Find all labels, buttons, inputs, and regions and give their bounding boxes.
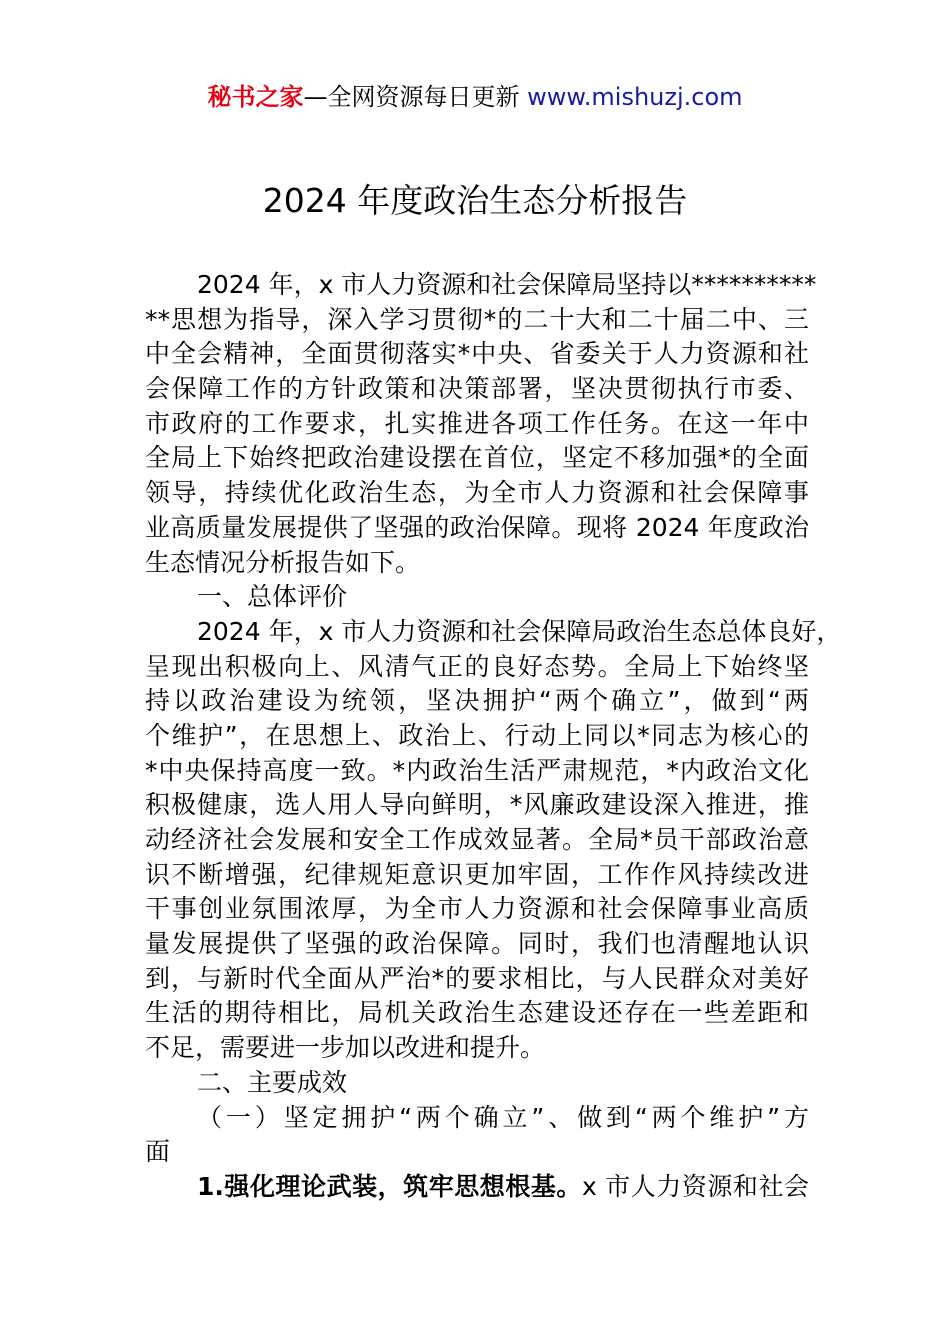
subsection-heading: 1.强化理论武装，筑牢思想根基。 (197, 1171, 582, 1201)
body-line: 不足，需要进一步加以改进和提升。 (145, 1033, 546, 1063)
body-line: 生态情况分析报告如下。 (145, 547, 421, 577)
body-line: *中央保持高度一致。*内政治生活严肃规范，*内政治文化 (145, 755, 809, 785)
body-line: （一）坚定拥护“两个确立”、做到“两个维护”方 (197, 1102, 809, 1132)
body-line: 量发展提供了坚强的政治保障。同时，我们也清醒地认识 (145, 929, 809, 959)
body-line: 面 (145, 1137, 171, 1167)
body-line-text: x 市人力资源和社会 (581, 1171, 809, 1201)
body-line: 会保障工作的方针政策和决策部署，坚决贯彻执行市委、 (145, 374, 809, 404)
body-line: 持以政治建设为统领，坚决拥护“两个确立”，做到“两 (145, 686, 809, 716)
body-line: 动经济社会发展和安全工作成效显著。全局*员干部政治意 (145, 825, 809, 854)
body-line: 市政府的工作要求，扎实推进各项工作任务。在这一年中 (145, 408, 809, 438)
body-line: 到，与新时代全面从严治*的要求相比，与人民群众对美好 (145, 963, 809, 993)
body-line: 领导，持续优化政治生态，为全市人力资源和社会保障事 (145, 478, 809, 508)
body-line: 一、总体评价 (197, 582, 348, 612)
site-brand: 秘书之家 (207, 83, 304, 111)
body-line: 二、主要成效 (197, 1067, 348, 1097)
document-body (145, 268, 842, 1205)
body-line: 呈现出积极向上、风清气正的良好态势。全局上下始终坚 (145, 651, 809, 681)
body-line-closing (145, 1170, 809, 1205)
document-title: 2024 年度政治生态分析报告 (262, 181, 688, 220)
body-line: 个维护”，在思想上、政治上、行动上同以*同志为核心的 (145, 720, 809, 750)
body-line: 2024 年，x 市人力资源和社会保障局政治生态总体良好， (197, 616, 842, 646)
body-line: 全局上下始终把政治建设摆在首位，坚定不移加强*的全面 (145, 443, 809, 473)
body-line: 识不断增强，纪律规矩意识更加牢固，工作作风持续改进 (145, 859, 809, 889)
site-header (0, 80, 950, 114)
body-line: 积极健康，选人用人导向鲜明，*风廉政建设深入推进，推 (145, 790, 809, 820)
body-line: 业高质量发展提供了坚强的政治保障。现将 2024 年度政治 (145, 512, 809, 542)
site-tagline: —全网资源每日更新 (303, 83, 520, 111)
body-line: 生活的期待相比，局机关政治生态建设还存在一些差距和 (145, 998, 809, 1028)
site-url-link[interactable]: www.mishuzj.com (527, 83, 743, 111)
body-line: 干事创业氛围浓厚，为全市人力资源和社会保障事业高质 (145, 894, 809, 924)
body-line: **思想为指导，深入学习贯彻*的二十大和二十届二中、三 (145, 304, 809, 334)
body-line: 中全会精神，全面贯彻落实*中央、省委关于人力资源和社 (145, 339, 809, 369)
body-line: 2024 年，x 市人力资源和社会保障局坚持以********** (197, 270, 817, 299)
